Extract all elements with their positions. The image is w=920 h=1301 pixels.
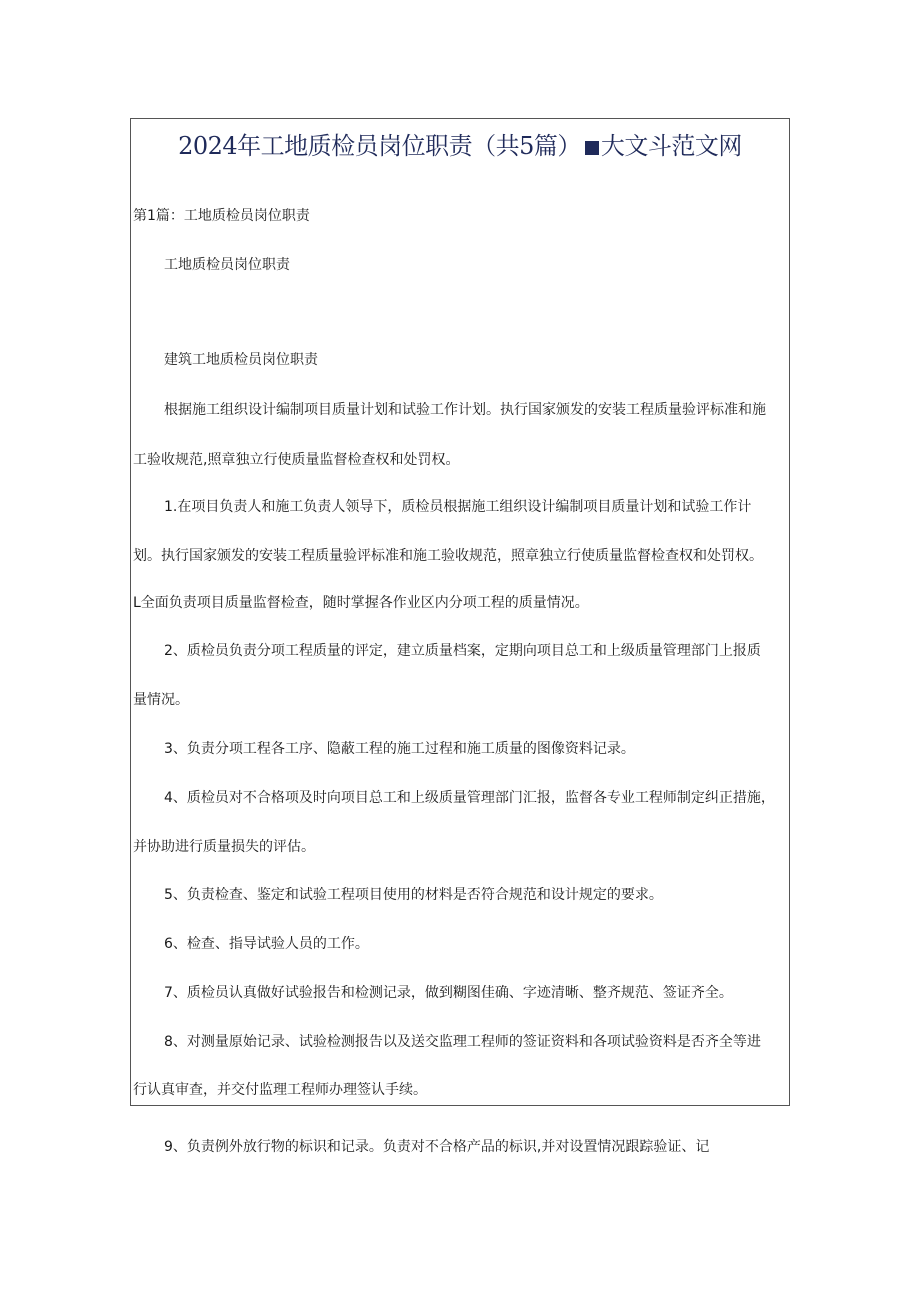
paragraph-line: 工验收规范,照章独立行使质量监督检查权和处罚权。	[133, 452, 460, 468]
page-title	[130, 126, 790, 161]
paragraph-line: 3、负责分项工程各工序、隐蔽工程的施工过程和施工质量的图像资料记录。	[164, 741, 635, 757]
paragraph-line: 量情况。	[133, 692, 189, 708]
paragraph-line: 2、质检员负责分项工程质量的评定，建立质量档案，定期向项目总工和上级质量管理部门上报质	[164, 643, 761, 659]
paragraph-line: 并协助进行质量损失的评估。	[133, 839, 315, 855]
chapter-heading: 第1篇：工地质检员岗位职责	[133, 208, 310, 224]
paragraph-line: 7、质检员认真做好试验报告和检测记录，做到糊图佳确、字迹清晰、整齐规范、签证齐全。	[164, 985, 733, 1001]
paragraph-line: L全面负责项目质量监督检查，随时掌握各作业区内分项工程的质量情况。	[133, 595, 589, 611]
paragraph-line: 1.在项目负责人和施工负责人领导下，质检员根据施工组织设计编制项目质量计划和试验工作计	[164, 499, 752, 515]
square-bullet-icon	[585, 141, 599, 155]
paragraph-line: 行认真审查，并交付监理工程师办理签认手续。	[133, 1082, 427, 1098]
title-main: 2024年工地质检员岗位职责（共5篇）	[178, 132, 581, 160]
paragraph-line: 5、负责检查、鉴定和试验工程项目使用的材料是否符合规范和设计规定的要求。	[164, 887, 663, 903]
title-site: 大文斗范文网	[600, 132, 742, 160]
paragraph-line: 9、负责例外放行物的标识和记录。负责对不合格产品的标识,并对设置情况跟踪验证、记	[164, 1139, 710, 1155]
paragraph-line: 根据施工组织设计编制项目质量计划和试验工作计划。执行国家颁发的安装工程质量验评标准和施	[164, 402, 766, 418]
paragraph-line: 划。执行国家颁发的安装工程质量验评标准和施工验收规范，照章独立行使质量监督检查权和处罚权。	[133, 548, 763, 564]
paragraph-line: 8、对测量原始记录、试验检测报告以及送交监理工程师的签证资料和各项试验资料是否齐全等进	[164, 1034, 761, 1050]
paragraph-line: 6、检查、指导试验人员的工作。	[164, 936, 369, 952]
paragraph-line: 4、质检员对不合格项及时向项目总工和上级质量管理部门汇报，监督各专业工程师制定纠正措施，	[164, 790, 775, 806]
section-subtitle: 建筑工地质检员岗位职责	[164, 352, 318, 368]
section-subtitle: 工地质检员岗位职责	[164, 257, 290, 273]
